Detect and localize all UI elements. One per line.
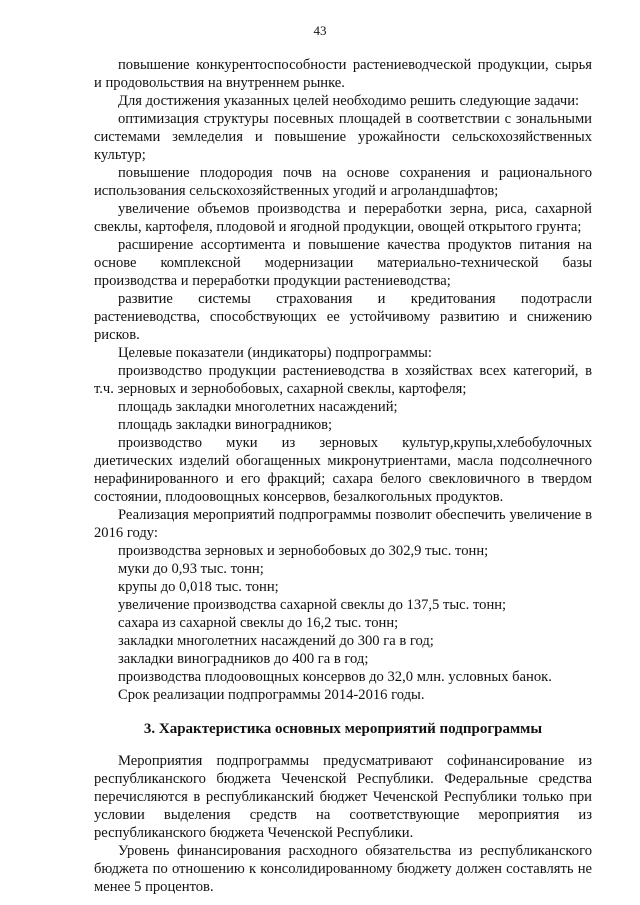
- paragraph: производства зерновых и зернобобовых до 302,9 тыс. тонн;: [118, 543, 489, 559]
- top-text-block: [94, 56, 592, 704]
- paragraph: сахара из сахарной свеклы до 16,2 тыс. тонн;: [118, 615, 399, 631]
- paragraph: площадь закладки многолетних насаждений;: [118, 399, 398, 415]
- paragraph: оптимизация структуры посевных площадей в соответствии с зональными системами земледелия и повышение урожайности сельскохозяйственных культур;: [94, 111, 592, 163]
- bottom-text-block: [94, 752, 592, 896]
- paragraph: муки до 0,93 тыс. тонн;: [118, 561, 264, 577]
- paragraph: закладки многолетних насаждений до 300 га в год;: [118, 633, 434, 649]
- paragraph: производство продукции растениеводства в хозяйствах всех категорий, в т.ч. зерновых и зернобобовых, сахарной свеклы, картофеля;: [94, 363, 592, 397]
- paragraph: Срок реализации подпрограммы 2014-2016 годы.: [118, 687, 425, 703]
- paragraph: Для достижения указанных целей необходимо решить следующие задачи:: [118, 93, 580, 109]
- paragraph: Мероприятия подпрограммы предусматривают софинансирование из республиканского бюджета Чеченской Республики. Федеральные средства перечисляются в республиканский бюджет Чеченской Республики только при условии выделения средств на соответствующие мероприятия из республиканского бюджета Чеченской Республики.: [94, 753, 592, 841]
- section-heading: 3. Характеристика основных мероприятий подпрограммы: [143, 721, 543, 737]
- paragraph: увеличение объемов производства и переработки зерна, риса, сахарной свеклы, картофеля, плодовой и ягодной продукции, овощей открытого грунта;: [94, 201, 592, 235]
- paragraph: крупы до 0,018 тыс. тонн;: [118, 579, 279, 595]
- paragraph: площадь закладки виноградников;: [118, 417, 333, 433]
- paragraph: развитие системы страхования и кредитования подотрасли растениеводства, способствующих ее устойчивому развитию и снижению рисков.: [94, 291, 592, 343]
- paragraph: Реализация мероприятий подпрограммы позволит обеспечить увеличение в 2016 году:: [94, 507, 592, 541]
- paragraph: повышение конкурентоспособности растениеводческой продукции, сырья и продовольствия на внутреннем рынке.: [94, 57, 592, 91]
- page-number: 43: [313, 23, 327, 38]
- paragraph: увеличение производства сахарной свеклы до 137,5 тыс. тонн;: [118, 597, 507, 613]
- paragraph: Целевые показатели (индикаторы) подпрограммы:: [118, 345, 432, 361]
- paragraph: повышение плодородия почв на основе сохранения и рационального использования сельскохозяйственных угодий и агроландшафтов;: [94, 165, 592, 199]
- paragraph: производства плодоовощных консервов до 32,0 млн. условных банок.: [118, 669, 552, 685]
- paragraph: закладки виноградников до 400 га в год;: [118, 651, 369, 667]
- paragraph: производство муки из зерновых культур,крупы,хлебобулочных диетических изделий обогащенных микронутриентами, масла подсолнечного нерафинированного и его фракций; сахара белого свекловичного в твердом состоянии, плодоовощных консервов, безалкогольных продуктов.: [94, 435, 592, 505]
- paragraph: расширение ассортимента и повышение качества продуктов питания на основе комплексной модернизации материально-технической базы производства и переработки продукции растениеводства;: [94, 237, 592, 289]
- document-body: [94, 56, 592, 896]
- paragraph: Уровень финансирования расходного обязательства из республиканского бюджета по отношению к консолидированному бюджету должен составлять не менее 5 процентов.: [94, 843, 592, 895]
